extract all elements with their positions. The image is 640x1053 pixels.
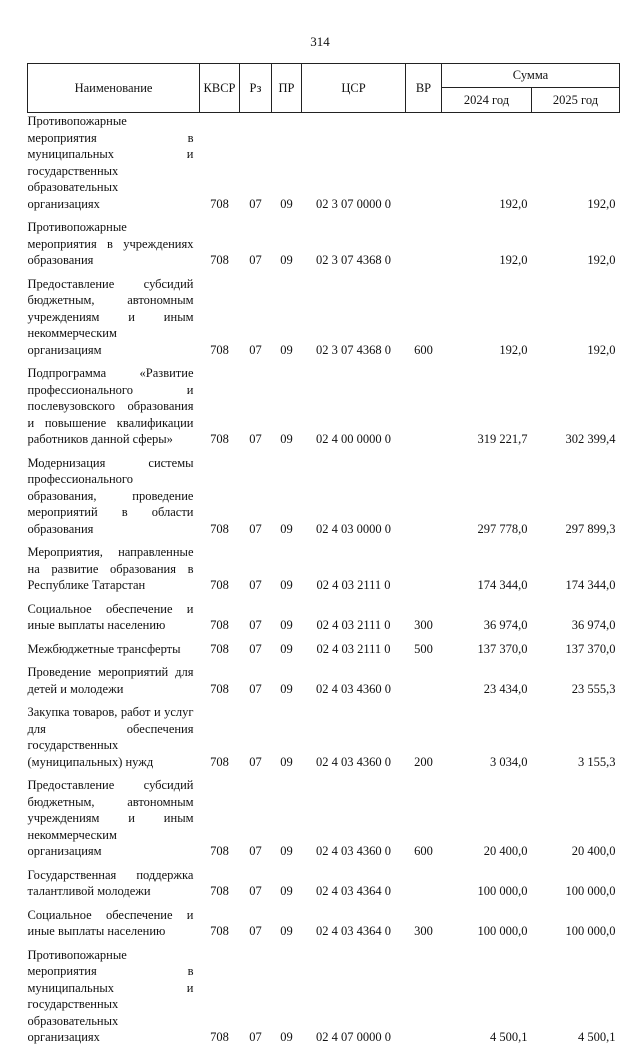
row-name: Противопожарные мероприятия в муниципальных и государственных образовательных организациях: [27, 947, 194, 1044]
row-vr: 600: [414, 342, 433, 357]
row-kvsr: 708: [210, 578, 229, 592]
row-amount-2025: 23 555,3: [571, 681, 616, 696]
row-amount-2025: 36 974,0: [571, 618, 616, 632]
header-vr: ВР: [406, 64, 442, 113]
row-name: Социальное обеспечение и иные выплаты населению: [27, 907, 194, 938]
table-row: [28, 601, 620, 641]
row-name: Проведение мероприятий для детей и молодежи: [27, 665, 194, 696]
header-name: Наименование: [28, 64, 200, 113]
row-pr: 09: [280, 253, 293, 267]
row-amount-2025: 4 500,1: [578, 1030, 616, 1044]
row-vr: [406, 113, 442, 220]
header-rz: Рз: [240, 64, 272, 113]
row-rz: 07: [249, 1030, 262, 1044]
row-kvsr: 708: [210, 342, 229, 357]
row-amount-2025: 137 370,0: [565, 641, 616, 656]
table-body: [28, 113, 620, 1053]
row-amount-2025: 192,0: [587, 253, 616, 267]
row-amount-2025: 100 000,0: [565, 884, 616, 898]
row-name: Социальное обеспечение и иные выплаты населению: [27, 601, 194, 632]
row-rz: 07: [249, 618, 262, 632]
table-row: [28, 219, 620, 276]
row-amount-2025: 302 399,4: [565, 432, 616, 446]
row-name: Предоставление субсидий бюджетным, автономным учреждениям и иным некоммерческим организациям: [27, 778, 194, 858]
row-csr: 02 3 07 0000 0: [316, 196, 391, 211]
row-csr: 02 3 07 4368 0: [316, 253, 391, 267]
row-kvsr: 708: [210, 754, 229, 769]
row-kvsr: 708: [210, 681, 229, 696]
row-amount-2024: 319 221,7: [477, 432, 528, 446]
header-csr: ЦСР: [302, 64, 406, 113]
row-pr: 09: [280, 1030, 293, 1044]
table-row: [28, 641, 620, 665]
row-amount-2024: 100 000,0: [477, 924, 528, 938]
table-row: [28, 704, 620, 777]
row-csr: 02 4 07 0000 0: [316, 1030, 391, 1044]
budget-table: [27, 63, 620, 1053]
row-name: Модернизация системы профессионального образования, проведение мероприятий в области образования: [27, 455, 194, 536]
row-csr: 02 4 03 4364 0: [316, 884, 391, 898]
row-kvsr: 708: [210, 924, 229, 938]
row-vr: [406, 947, 442, 1053]
table-row: [28, 455, 620, 545]
row-name: Противопожарные мероприятия в учреждениях образования: [27, 220, 194, 267]
row-amount-2024: 3 034,0: [490, 754, 528, 769]
row-vr: 300: [414, 618, 433, 632]
row-pr: 09: [280, 196, 293, 211]
row-kvsr: 708: [210, 521, 229, 536]
row-name: Противопожарные мероприятия в муниципальных и государственных образовательных организациях: [27, 114, 194, 211]
row-name: Межбюджетные трансферты: [27, 641, 181, 656]
table-row: [28, 276, 620, 366]
row-csr: 02 4 03 2111 0: [316, 578, 391, 592]
row-amount-2024: 23 434,0: [483, 681, 528, 696]
row-vr: [406, 455, 442, 545]
row-kvsr: 708: [210, 432, 229, 446]
header-sum: Сумма: [442, 64, 620, 88]
row-amount-2024: 36 974,0: [483, 618, 528, 632]
table-row: [28, 907, 620, 947]
row-pr: 09: [280, 844, 293, 858]
row-amount-2024: 297 778,0: [477, 521, 528, 536]
table-row: [28, 867, 620, 907]
row-csr: 02 3 07 4368 0: [316, 342, 391, 357]
row-rz: 07: [249, 196, 262, 211]
row-rz: 07: [249, 253, 262, 267]
row-rz: 07: [249, 521, 262, 536]
header-year-2025: 2025 год: [532, 88, 620, 113]
row-pr: 09: [280, 342, 293, 357]
table-row: [28, 947, 620, 1053]
row-vr: [406, 867, 442, 907]
row-amount-2024: 174 344,0: [477, 578, 528, 592]
row-csr: 02 4 03 0000 0: [316, 521, 391, 536]
row-rz: 07: [249, 578, 262, 592]
row-pr: 09: [280, 641, 293, 656]
row-pr: 09: [280, 521, 293, 536]
row-pr: 09: [280, 681, 293, 696]
row-csr: 02 4 03 2111 0: [316, 618, 391, 632]
table-row: [28, 544, 620, 601]
table-row: [28, 113, 620, 220]
row-name: Закупка товаров, работ и услуг для обеспечения государственных (муниципальных) нужд: [27, 705, 194, 769]
row-pr: 09: [280, 884, 293, 898]
row-vr: 300: [414, 924, 433, 938]
row-csr: 02 4 03 4364 0: [316, 924, 391, 938]
row-amount-2025: 192,0: [587, 196, 616, 211]
table-row: [28, 365, 620, 455]
row-csr: 02 4 00 0000 0: [316, 432, 391, 446]
row-amount-2025: 297 899,3: [565, 521, 616, 536]
row-amount-2024: 192,0: [499, 342, 528, 357]
row-amount-2025: 192,0: [587, 342, 616, 357]
row-vr: 600: [414, 844, 433, 858]
row-amount-2025: 20 400,0: [571, 844, 616, 858]
row-csr: 02 4 03 4360 0: [316, 681, 391, 696]
row-amount-2025: 100 000,0: [565, 924, 616, 938]
row-name: Подпрограмма «Развитие профессионального и послевузовского образования и повышение квалификации работников данной сферы»: [27, 366, 194, 446]
row-amount-2024: 20 400,0: [483, 844, 528, 858]
row-pr: 09: [280, 924, 293, 938]
row-kvsr: 708: [210, 253, 229, 267]
page-number: 314: [310, 34, 330, 49]
header-kvsr: КВСР: [200, 64, 240, 113]
row-vr: 200: [414, 754, 433, 769]
row-csr: 02 4 03 4360 0: [316, 754, 391, 769]
row-rz: 07: [249, 432, 262, 446]
row-amount-2025: 174 344,0: [565, 578, 616, 592]
row-amount-2024: 192,0: [499, 253, 528, 267]
row-rz: 07: [249, 641, 262, 656]
row-pr: 09: [280, 432, 293, 446]
row-vr: 500: [414, 641, 433, 656]
row-vr: [406, 219, 442, 276]
row-csr: 02 4 03 4360 0: [316, 844, 391, 858]
row-amount-2024: 192,0: [499, 196, 528, 211]
row-rz: 07: [249, 681, 262, 696]
row-vr: [406, 365, 442, 455]
table-row: [28, 664, 620, 704]
row-kvsr: 708: [210, 884, 229, 898]
row-vr: [406, 664, 442, 704]
row-rz: 07: [249, 884, 262, 898]
row-rz: 07: [249, 844, 262, 858]
table-row: [28, 777, 620, 867]
header-year-2024: 2024 год: [442, 88, 532, 113]
row-vr: [406, 544, 442, 601]
row-amount-2024: 137 370,0: [477, 641, 528, 656]
row-pr: 09: [280, 578, 293, 592]
row-kvsr: 708: [210, 196, 229, 211]
row-name: Государственная поддержка талантливой молодежи: [27, 867, 194, 898]
row-pr: 09: [280, 618, 293, 632]
row-name: Предоставление субсидий бюджетным, автономным учреждениям и иным некоммерческим организациям: [27, 276, 194, 357]
row-kvsr: 708: [210, 618, 229, 632]
row-rz: 07: [249, 342, 262, 357]
row-amount-2024: 100 000,0: [477, 884, 528, 898]
header-pr: ПР: [272, 64, 302, 113]
row-pr: 09: [280, 754, 293, 769]
row-amount-2024: 4 500,1: [490, 1030, 528, 1044]
row-kvsr: 708: [210, 641, 229, 656]
row-kvsr: 708: [210, 844, 229, 858]
table-header: [28, 64, 620, 113]
row-rz: 07: [249, 754, 262, 769]
row-name: Мероприятия, направленные на развитие образования в Республике Татарстан: [27, 545, 194, 592]
row-csr: 02 4 03 2111 0: [316, 641, 391, 656]
row-kvsr: 708: [210, 1030, 229, 1044]
row-amount-2025: 3 155,3: [578, 754, 616, 769]
row-rz: 07: [249, 924, 262, 938]
